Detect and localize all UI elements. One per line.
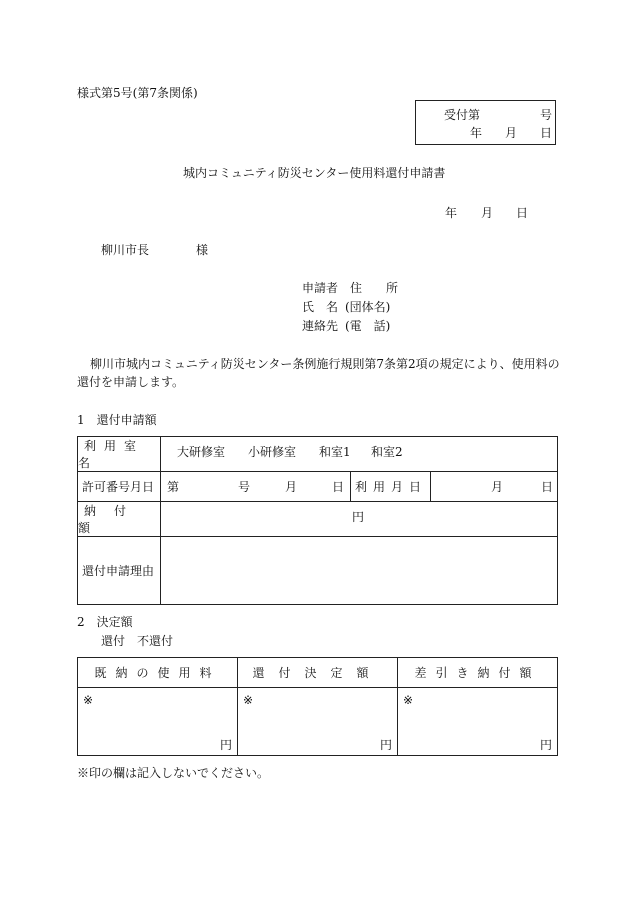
applicant-label: 申請者 <box>302 281 339 295</box>
refund-request-table <box>77 436 558 605</box>
room-option: 和室1 <box>319 445 351 459</box>
paid-amount-unit: 円 <box>352 510 365 524</box>
row-room-name-label-cell <box>78 437 161 472</box>
decision-amount-table <box>77 657 558 756</box>
net-payment-value-cell <box>398 688 558 756</box>
paid-fee-value-cell <box>78 688 238 756</box>
refund-decision-value-cell <box>238 688 398 756</box>
row-permit-label-cell <box>78 472 161 502</box>
paid-amount-label: 納付額 <box>78 504 145 535</box>
row-paid-amount-label-cell <box>78 502 161 537</box>
permit-day: 日 <box>332 480 345 494</box>
refund-reason-label: 還付申請理由 <box>82 564 155 578</box>
use-date-label: 利用月日 <box>355 480 428 494</box>
permit-month: 月 <box>285 480 298 494</box>
reception-month-label: 月 <box>505 126 518 140</box>
applicant-contact-note: (電 話) <box>345 319 391 333</box>
reception-day-label: 日 <box>540 126 553 140</box>
refund-decision-unit: 円 <box>380 738 393 752</box>
addressee-name: 柳川市長 <box>101 243 150 257</box>
paid-fee-unit: 円 <box>220 738 233 752</box>
use-date-value-cell <box>431 472 558 502</box>
room-option: 和室2 <box>371 445 403 459</box>
date-year: 年 <box>445 206 458 220</box>
col-paid-fee-header-cell <box>78 658 238 688</box>
room-name-label: 利用室名 <box>78 439 145 470</box>
permit-dai: 第 <box>167 480 180 494</box>
office-use-mark: ※ <box>243 693 254 707</box>
applicant-contact-label: 連絡先 <box>302 319 339 333</box>
applicant-address-label: 住 所 <box>350 281 399 295</box>
use-date-label-cell <box>351 472 431 502</box>
decision-options: 還付 不還付 <box>101 634 174 648</box>
col-net-payment-header-cell <box>398 658 558 688</box>
permit-go: 号 <box>238 480 251 494</box>
refund-decision-header: 還付決定額 <box>252 666 383 680</box>
use-month: 月 <box>491 480 504 494</box>
room-options-cell <box>161 437 558 472</box>
applicant-name-label: 氏 名 <box>302 300 339 314</box>
refund-reason-value-cell <box>161 537 558 605</box>
date-day: 日 <box>516 206 529 220</box>
permit-value-cell <box>161 472 351 502</box>
col-refund-decision-header-cell <box>238 658 398 688</box>
section1-heading: 1 還付申請額 <box>77 413 157 427</box>
office-use-mark: ※ <box>403 693 414 707</box>
room-option: 小研修室 <box>248 445 297 459</box>
reception-number-label: 受付第 <box>444 108 481 122</box>
form-number: 様式第5号(第7条関係) <box>77 86 198 100</box>
room-option: 大研修室 <box>177 445 226 459</box>
permit-date-label: 許可番号月日 <box>82 480 155 494</box>
addressee-honorific: 様 <box>196 243 209 257</box>
footnote: ※印の欄は記入しないでください。 <box>77 766 270 780</box>
body-text-line1: 柳川市城内コミュニティ防災センター条例施行規則第7条第2項の規定により、使用料の <box>90 357 560 371</box>
paid-fee-header: 既納の使用料 <box>94 666 221 680</box>
document-title: 城内コミュニティ防災センター使用料還付申請書 <box>183 166 446 180</box>
net-payment-unit: 円 <box>540 738 553 752</box>
section2-heading: 2 決定額 <box>77 615 133 629</box>
applicant-name-note: (団体名) <box>345 300 391 314</box>
date-month: 月 <box>481 206 494 220</box>
paid-amount-value-cell <box>161 502 558 537</box>
reception-box <box>415 100 556 145</box>
reception-go-label: 号 <box>540 108 553 122</box>
reception-year-label: 年 <box>470 126 483 140</box>
row-reason-label-cell <box>78 537 161 605</box>
use-day: 日 <box>541 480 554 494</box>
office-use-mark: ※ <box>83 693 94 707</box>
net-payment-header: 差引き納付額 <box>414 666 541 680</box>
body-text-line2: 還付を申請します。 <box>77 375 185 389</box>
